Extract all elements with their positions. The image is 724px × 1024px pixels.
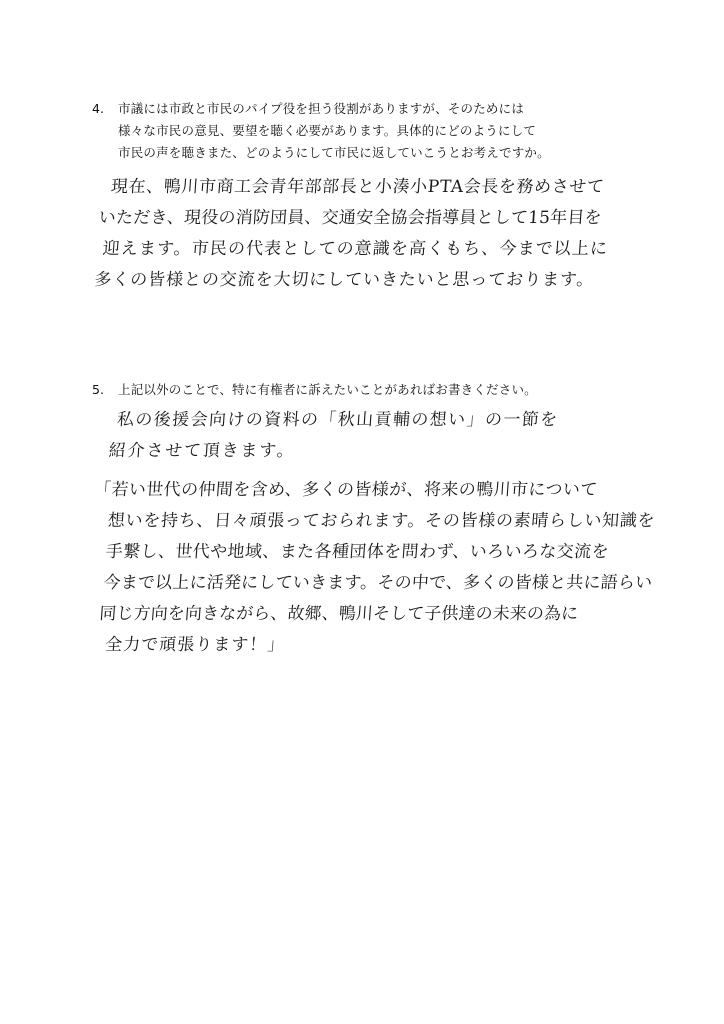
- answer-4-line: いただき、現役の消防団員、交通安全協会指導員として15年目を: [98, 208, 603, 228]
- answer-5-line: 私の後援会向けの資料の「秋山貢輔の想い」の一節を: [116, 410, 560, 430]
- question-4: [92, 98, 692, 164]
- answer-5-line: 紹介させて頂きます。: [108, 441, 297, 461]
- answer-4-line: 迎えます。市民の代表としての意識を高くもち、今まで以上に: [101, 239, 609, 259]
- answer-5-line: 手繋し、世代や地域、また各種団体を問わず、いろいろな交流を: [105, 542, 610, 562]
- question-5-number: 5.: [92, 382, 104, 397]
- answer-5-line: 「若い世代の仲間を含め、多くの皆様が、将来の鴨川市について: [93, 480, 599, 500]
- answer-5-line: 全力で頑張ります！」: [104, 635, 286, 655]
- question-4-number: 4.: [92, 101, 104, 116]
- question-4-text: 市議には市政と市民のパイプ役を担う役割がありますが、そのためには 様々な市民の意見、要望を聴く必要があります。具体的にどのようにして 市民の声を聴きまた、どのようにして市民に返していこうとお考えですか。: [118, 101, 550, 160]
- question-5: [92, 379, 692, 401]
- answer-5-line: 想いを持ち、日々頑張っておられます。その皆様の素晴らしい知識を: [107, 511, 656, 531]
- answer-4-line: 現在、鴨川市商工会青年部部長と小湊小PTA会長を務めさせて: [110, 177, 606, 197]
- answer-4-handwritten: [91, 172, 700, 296]
- question-5-text: 上記以外のことで、特に有権者に訴えたいことがあればお書きください。: [118, 382, 537, 397]
- answer-5-line: 今まで以上に活発にしていきます。その中で、多くの皆様と共に語らい: [102, 573, 653, 593]
- answer-5-line: 同じ方向を向きながら、故郷、鴨川そして子供達の未来の為に: [98, 604, 579, 624]
- answer-4-line: 多くの皆様との交流を大切にしていきたいと思っております。: [93, 270, 595, 290]
- answer-5-handwritten: [82, 405, 700, 661]
